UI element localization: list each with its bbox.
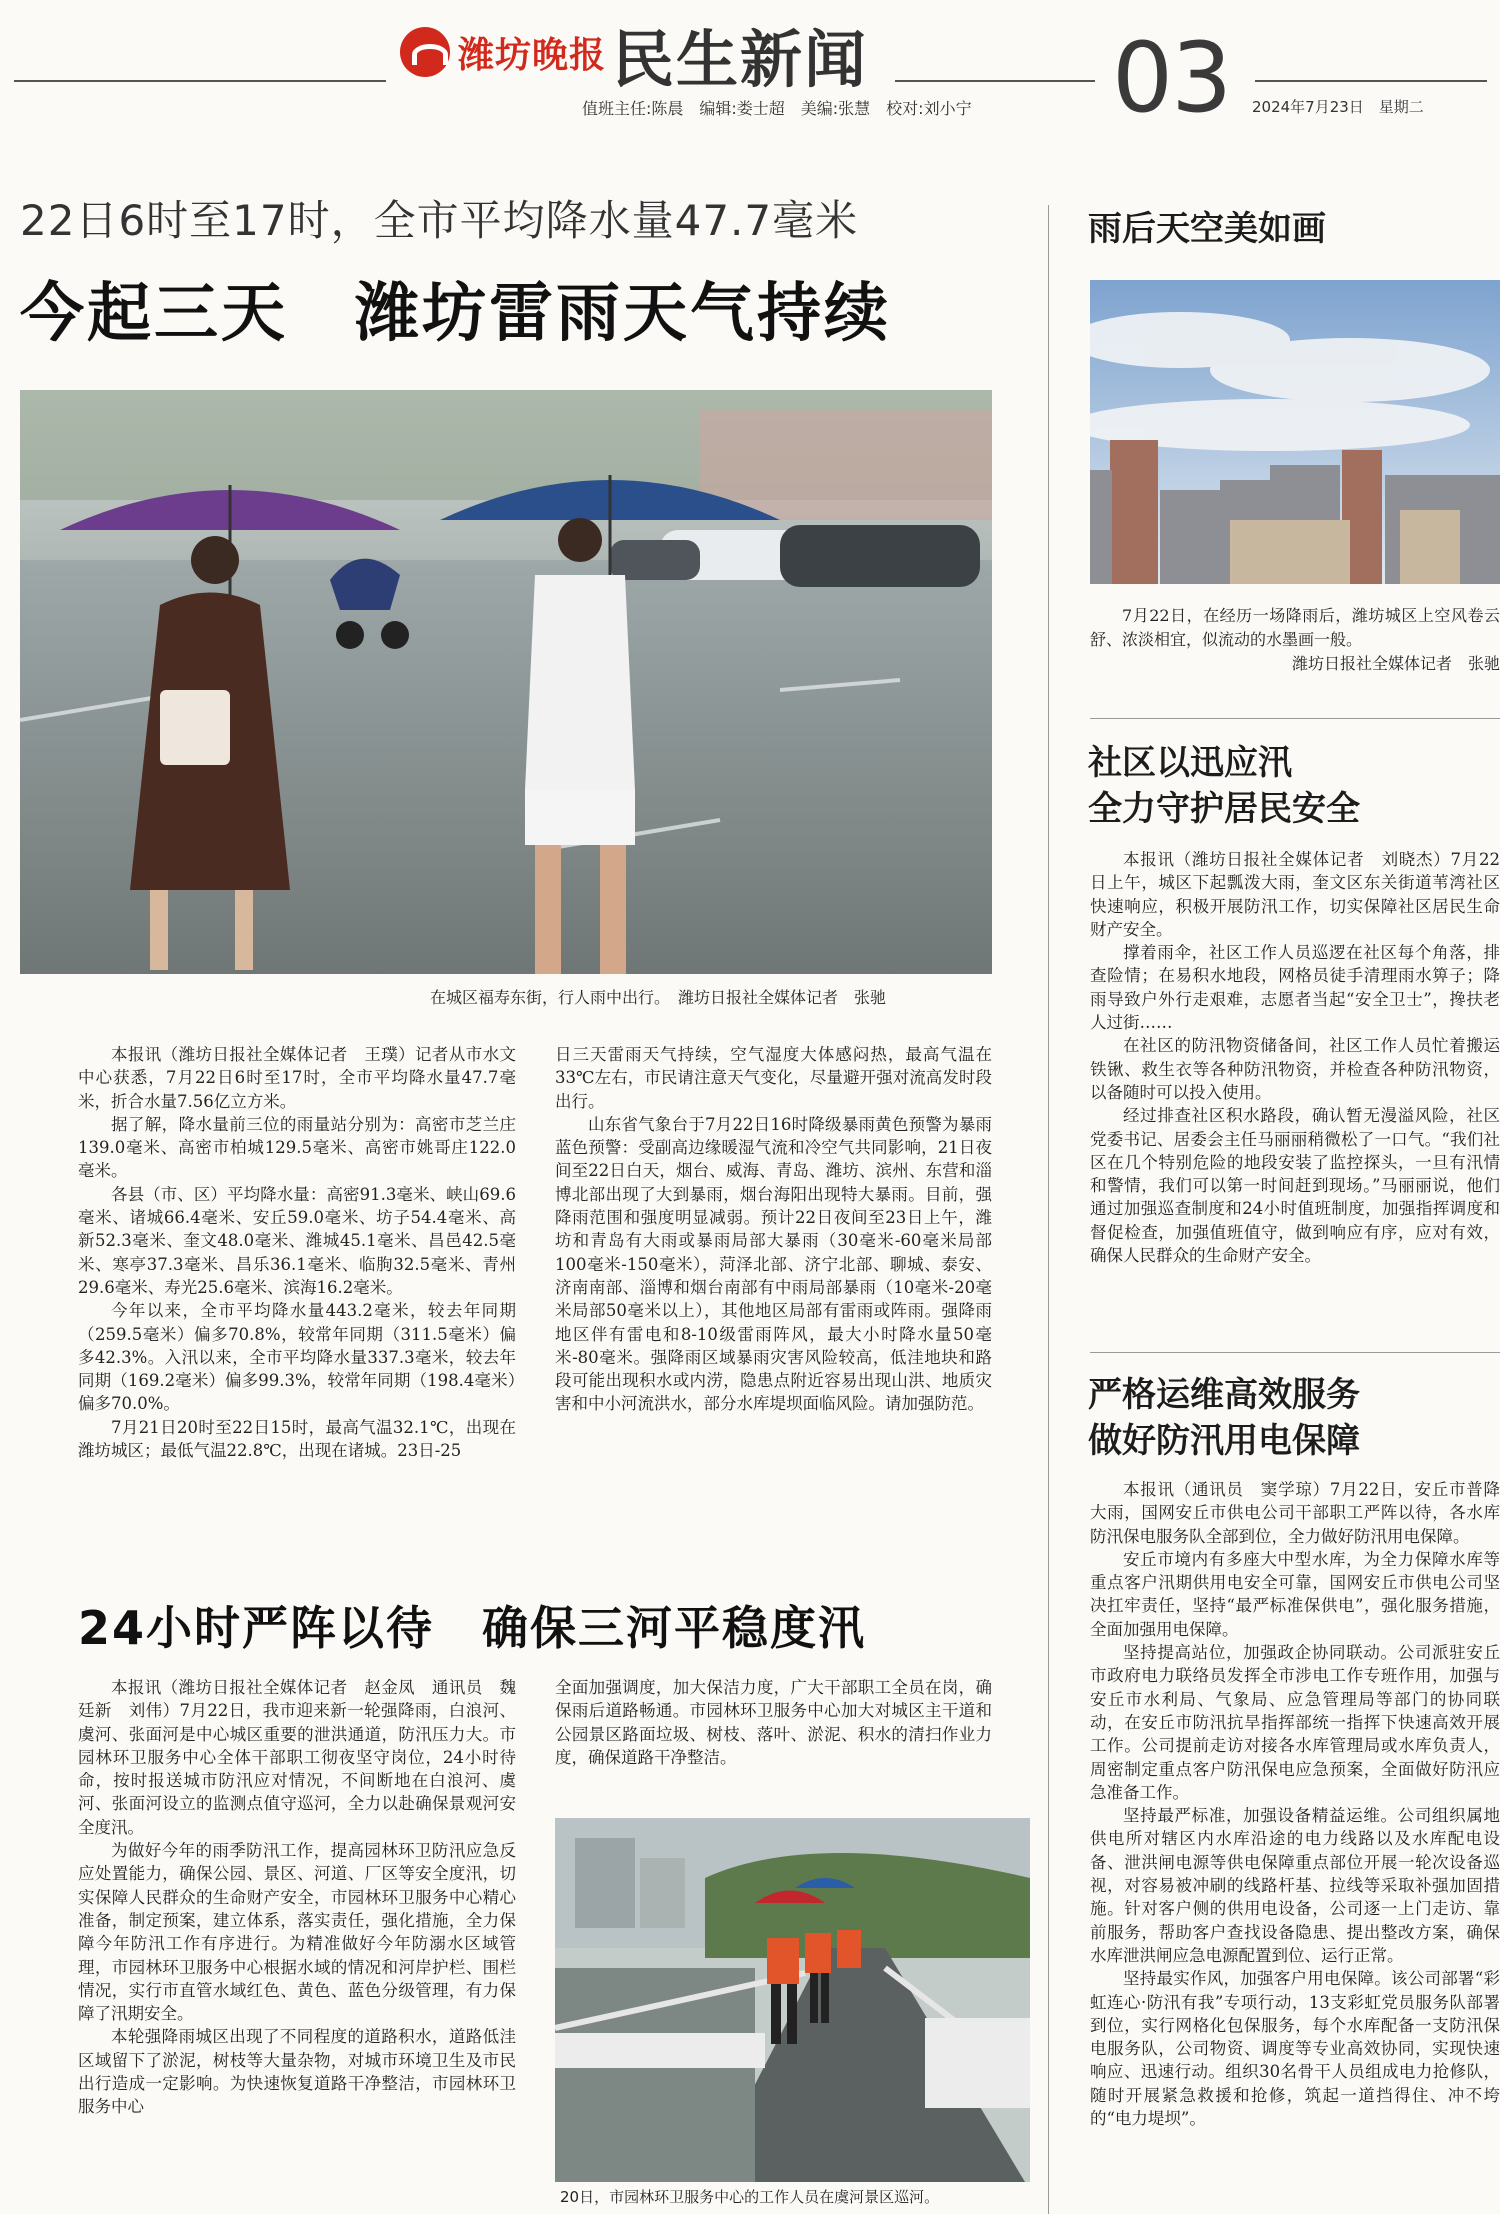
masthead-rule-mid (895, 80, 1095, 82)
masthead-rule-right (1255, 80, 1487, 82)
second-story-col1 (78, 1676, 516, 2214)
title-line: 严格运维高效服务 (1088, 1375, 1360, 1415)
main-photo-caption: 在城区福寿东街，行人雨中出行。 潍坊日报社全媒体记者 张驰 (430, 988, 887, 1007)
paragraph: 安丘市境内有多座大中型水库，为全力保障水库等重点客户汛期供用电安全可靠，国网安丘市供电公司坚决扛牢责任，坚持“最严标准保供电”，强化服务措施，全面加强用电保障。 (1090, 1549, 1500, 1639)
community-story-title (1088, 740, 1360, 832)
rain-street-photo (20, 390, 992, 974)
staff-line: 值班主任:陈晨 编辑:娄士超 美编:张慧 校对:刘小宁 (582, 99, 972, 118)
second-story-photo (555, 1818, 1030, 2182)
masthead-rule-left (14, 80, 386, 82)
page-number: 03 (1112, 22, 1231, 134)
city-sky-photo (1090, 280, 1500, 584)
sky-photo (1090, 280, 1500, 584)
caption-text: 7月22日，在经历一场降雨后，潍坊城区上空风卷云舒、浓淡相宜，似流动的水墨画一般。 (1090, 606, 1500, 649)
power-story-body (1090, 1478, 1500, 2214)
second-story-headline: 24小时严阵以待 确保三河平稳度汛 (78, 1601, 867, 1655)
issue-date: 2024年7月23日 星期二 (1252, 98, 1424, 116)
paragraph: 日三天雷雨天气持续，空气湿度大体感闷热，最高气温在33℃左右，市民请注意天气变化，尽量避开强对流高发时段出行。 (555, 1045, 992, 1111)
title-line: 全力守护居民安全 (1088, 789, 1360, 829)
sky-caption (1090, 604, 1500, 686)
caption-credit: 潍坊日报社全媒体记者 张驰 (1291, 654, 1500, 673)
sky-story-title: 雨后天空美如画 (1088, 209, 1326, 249)
logo-icon (400, 27, 450, 77)
paragraph: 7月21日20时至22日15时，最高气温32.1℃，出现在潍坊城区；最低气温22.8℃，出现在诸城。23日-25 (78, 1417, 516, 1461)
paragraph: 撑着雨伞，社区工作人员巡逻在社区每个角落，排查险情；在易积水地段，网格员徒手清理雨水箅子；降雨导致户外行走艰难，志愿者当起“安全卫士”，搀扶老人过街…… (1090, 943, 1500, 1033)
main-story-col1 (78, 1043, 516, 1503)
section-divider (1090, 718, 1500, 719)
main-headline: 今起三天 潍坊雷雨天气持续 (20, 277, 891, 351)
logo-name: 潍坊晚报 (458, 33, 607, 76)
paragraph: 本报讯（通讯员 窦学琼）7月22日，安丘市普降大雨，国网安丘市供电公司干部职工严阵以待，各水库防汛保电服务队全部到位，全力做好防汛用电保障。 (1090, 1480, 1500, 1546)
masthead (0, 0, 1500, 134)
community-story-body (1090, 848, 1500, 1323)
river-patrol-photo (555, 1818, 1030, 2182)
paragraph: 坚持最严标准，加强设备精益运维。公司组织属地供电所对辖区内水库沿途的电力线路以及水库配电设备、泄洪闸电源等供电保障重点部位开展一轮次设备巡视，对容易被冲刷的线路杆基、拉线等采取补强加固措施。针对客户侧的供用电设备，公司逐一上门走访、靠前服务，帮助客户查找设备隐患、提出整改方案，确保水库泄洪闸应急电源配置到位、运行正常。 (1090, 1806, 1500, 1965)
paragraph: 今年以来，全市平均降水量443.2毫米，较去年同期（259.5毫米）偏多70.8%，较常年同期（311.5毫米）偏多42.3%。入汛以来，全市平均降水量337.3毫米，较去年同期（169.2毫米）偏多99.3%，较常年同期（198.4毫米）偏多70.0%。 (78, 1301, 516, 1414)
paragraph: 据了解，降水量前三位的雨量站分别为：高密市芝兰庄139.0毫米、高密市柏城129.5毫米、高密市姚哥庄122.0毫米。 (78, 1114, 516, 1181)
newspaper-logo (400, 26, 606, 78)
paragraph: 本报讯（潍坊日报社全媒体记者 赵金凤 通讯员 魏廷新 刘伟）7月22日，我市迎来新一轮强降雨，白浪河、虞河、张面河是中心城区重要的泄洪通道，防汛压力大。市园林环卫服务中心全体干部职工彻夜坚守岗位，24小时待命，按时报送城市防汛应对情况，不间断地在白浪河、虞河、张面河设立的监测点值守巡河，全力以赴确保景观河安全度汛。 (78, 1678, 516, 1837)
paragraph: 本报讯（潍坊日报社全媒体记者 王璞）记者从市水文中心获悉，7月22日6时至17时，全市平均降水量47.7毫米，折合水量7.56亿立方米。 (78, 1045, 516, 1111)
paragraph: 坚持提高站位，加强政企协同联动。公司派驻安丘市政府电力联络员发挥全市涉电工作专班作用，加强与安丘市水利局、气象局、应急管理局等部门的协同联动，在安丘市防汛抗旱指挥部统一指挥下快速高效开展工作。公司提前走访对接各水库管理局或水库负责人，周密制定重点客户防汛保电应急预案，全面做好防汛应急准备工作。 (1090, 1643, 1500, 1802)
paragraph: 本报讯（潍坊日报社全媒体记者 刘晓杰）7月22日上午，城区下起瓢泼大雨，奎文区东关街道苇湾社区快速响应，积极开展防汛工作，切实保障社区居民生命财产安全。 (1090, 850, 1500, 939)
title-line: 社区以迅应汛 (1088, 743, 1292, 783)
paragraph: 本轮强降雨城区出现了不同程度的道路积水，道路低洼区域留下了淤泥，树枝等大量杂物，对城市环境卫生及市民出行造成一定影响。为快速恢复道路干净整洁，市园林环卫服务中心 (78, 2027, 516, 2117)
paragraph: 在社区的防汛物资储备间，社区工作人员忙着搬运铁锹、救生衣等各种防汛物资，并检查各种防汛物资，以备随时可以投入使用。 (1090, 1036, 1500, 1102)
section-divider (1090, 1352, 1500, 1353)
paragraph: 为做好今年的雨季防汛工作，提高园林环卫防汛应急反应处置能力，确保公园、景区、河道、厂区等安全度汛，切实保障人民群众的生命财产安全，市园林环卫服务中心精心准备，制定预案，建立体系，落实责任，强化措施，全力保障今年防汛工作有序进行。为精准做好今年防溺水区域管理，市园林环卫服务中心根据水域的情况和河岸护栏、围栏情况，实行市直管水域红色、黄色、蓝色分级管理，有力保障了汛期安全。 (78, 1841, 516, 2024)
paragraph: 全面加强调度，加大保洁力度，广大干部职工全员在岗，确保雨后道路畅通。市园林环卫服务中心加大对城区主干道和公园景区路面垃圾、树枝、落叶、淤泥、积水的清扫作业力度，确保道路干净整洁。 (555, 1678, 992, 1767)
power-story-title (1088, 1372, 1360, 1464)
paragraph: 经过排查社区积水路段，确认暂无漫溢风险，社区党委书记、居委会主任马丽丽稍微松了一口气。“我们社区在几个特别危险的地段安装了监控探头，一旦有汛情和警情，我们可以第一时间赶到现场。”马丽丽说，他们通过加强巡查制度和24小时值班制度，加强指挥调度和督促检查，加强值班值守，做到响应有序，应对有效，确保人民群众的生命财产安全。 (1090, 1106, 1500, 1266)
paragraph: 各县（市、区）平均降水量：高密91.3毫米、峡山69.6毫米、诸城66.4毫米、安丘59.0毫米、坊子54.4毫米、高新52.3毫米、奎文48.0毫米、潍城45.1毫米、昌邑42.5毫米、寒亭37.3毫米、昌乐36.1毫米、临朐32.5毫米、青州29.6毫米、寿光25.6毫米、滨海16.2毫米。 (78, 1184, 516, 1297)
title-line: 做好防汛用电保障 (1088, 1421, 1360, 1461)
main-photo (20, 390, 992, 974)
second-story-col2 (555, 1676, 992, 1818)
section-title: 民生新闻 (612, 23, 869, 96)
column-divider (1048, 205, 1049, 2214)
main-story-col2 (555, 1043, 992, 1503)
main-subhead: 22日6时至17时，全市平均降水量47.7毫米 (20, 196, 859, 245)
paragraph: 坚持最实作风，加强客户用电保障。该公司部署“彩虹连心·防汛有我”专项行动，13支彩虹党员服务队部署到位，实行网格化包保服务，每个水库配备一支防汛保电服务队，公司物资、调度等专业高效协同，实现快速响应、迅速行动。组织30名骨干人员组成电力抢修队，随时开展紧急救援和抢修，筑起一道挡得住、冲不垮的“电力堤坝”。 (1090, 1969, 1500, 2129)
paragraph: 山东省气象台于7月22日16时降级暴雨黄色预警为暴雨蓝色预警：受副高边缘暖湿气流和冷空气共同影响，21日夜间至22日白天，烟台、威海、青岛、潍坊、滨州、东营和淄博北部出现了大到暴雨，烟台海阳出现特大暴雨。目前，强降雨范围和强度明显减弱。预计22日夜间至23日上午，潍坊和青岛有大雨或暴雨局部大暴雨（30毫米-60毫米局部100毫米-150毫米），菏泽北部、济宁北部、聊城、泰安、济南南部、淄博和烟台南部有中雨局部暴雨（10毫米-20毫米局部50毫米以上），其他地区局部有雷雨或阵雨。强降雨地区伴有雷电和8-10级雷雨阵风，最大小时降水量50毫米-80毫米。强降雨区域暴雨灾害风险较高，低洼地块和路段可能出现积水或内涝，隐患点附近容易出现山洪、地质灾害和中小河流洪水，部分水库堤坝面临风险。请加强防范。 (555, 1114, 992, 1414)
second-photo-caption: 20日，市园林环卫服务中心的工作人员在虞河景区巡河。 (560, 2188, 940, 2206)
